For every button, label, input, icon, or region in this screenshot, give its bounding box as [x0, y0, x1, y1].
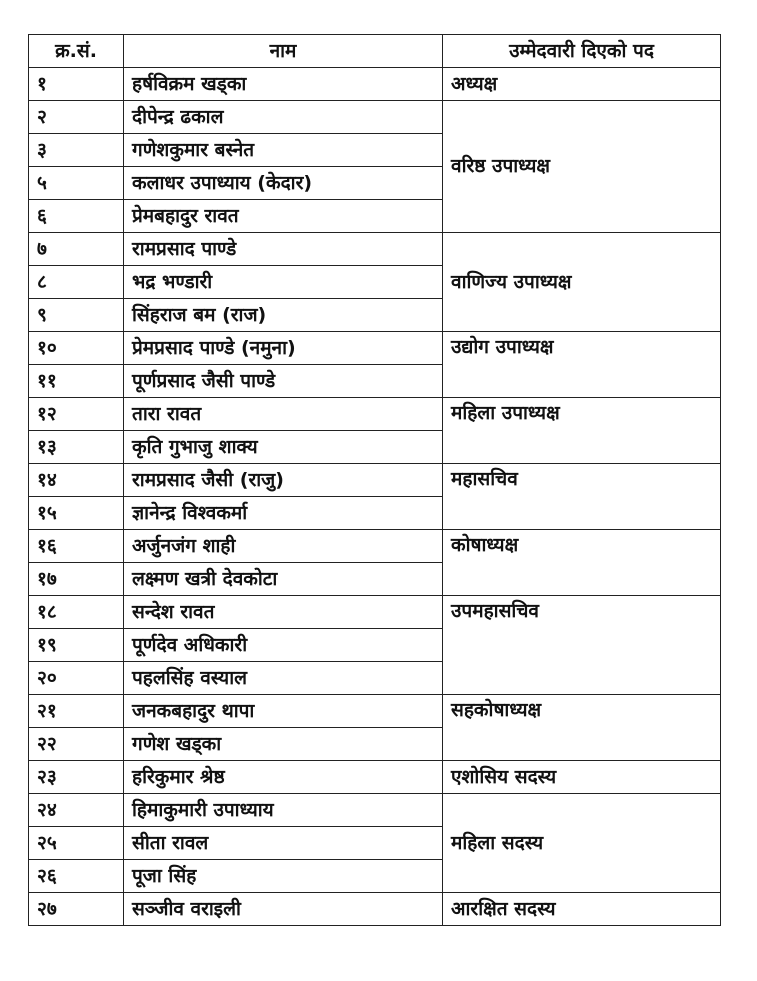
- candidate-name-cell: लक्ष्मण खत्री देवकोटा: [124, 563, 443, 596]
- table-row: [29, 893, 721, 926]
- position-cell: उद्योग उपाध्यक्ष: [443, 332, 721, 398]
- candidate-name-cell: गणेशकुमार बस्नेत: [124, 134, 443, 167]
- table-row: [29, 233, 721, 266]
- candidate-name-cell: हिमाकुमारी उपाध्याय: [124, 794, 443, 827]
- serial-number-cell: १६: [29, 530, 124, 563]
- serial-number-cell: १४: [29, 464, 124, 497]
- candidate-name-cell: हर्षविक्रम खड्का: [124, 68, 443, 101]
- serial-number-cell: ७: [29, 233, 124, 266]
- serial-number-cell: ११: [29, 365, 124, 398]
- position-cell: अध्यक्ष: [443, 68, 721, 101]
- header-name: नाम: [124, 35, 443, 68]
- serial-number-cell: २४: [29, 794, 124, 827]
- position-cell: वरिष्ठ उपाध्यक्ष: [443, 101, 721, 233]
- candidate-name-cell: ज्ञानेन्द्र विश्वकर्मा: [124, 497, 443, 530]
- candidate-name-cell: सन्देश रावत: [124, 596, 443, 629]
- candidate-name-cell: प्रेमबहादुर रावत: [124, 200, 443, 233]
- serial-number-cell: २३: [29, 761, 124, 794]
- candidate-name-cell: भद्र भण्डारी: [124, 266, 443, 299]
- position-cell: महिला सदस्य: [443, 794, 721, 893]
- position-cell: सहकोषाध्यक्ष: [443, 695, 721, 761]
- candidate-name-cell: दीपेन्द्र ढकाल: [124, 101, 443, 134]
- candidate-name-cell: प्रेमप्रसाद पाण्डे (नमुना): [124, 332, 443, 365]
- serial-number-cell: १: [29, 68, 124, 101]
- serial-number-cell: २६: [29, 860, 124, 893]
- position-cell: एशोसिय सदस्य: [443, 761, 721, 794]
- serial-number-cell: २०: [29, 662, 124, 695]
- serial-number-cell: १७: [29, 563, 124, 596]
- candidate-name-cell: अर्जुनजंग शाही: [124, 530, 443, 563]
- position-cell: वाणिज्य उपाध्यक्ष: [443, 233, 721, 332]
- serial-number-cell: १८: [29, 596, 124, 629]
- table-row: [29, 596, 721, 629]
- candidate-name-cell: कृति गुभाजु शाक्य: [124, 431, 443, 464]
- header-position: उम्मेदवारी दिएको पद: [443, 35, 721, 68]
- table-row: [29, 695, 721, 728]
- candidate-name-cell: पूजा सिंह: [124, 860, 443, 893]
- table-row: [29, 101, 721, 134]
- candidate-table: [28, 34, 721, 926]
- table-row: [29, 761, 721, 794]
- candidate-name-cell: पूर्णदेव अधिकारी: [124, 629, 443, 662]
- serial-number-cell: २: [29, 101, 124, 134]
- serial-number-cell: १३: [29, 431, 124, 464]
- serial-number-cell: २७: [29, 893, 124, 926]
- table-row: [29, 530, 721, 563]
- serial-number-cell: ३: [29, 134, 124, 167]
- serial-number-cell: १९: [29, 629, 124, 662]
- table-row: [29, 398, 721, 431]
- candidate-name-cell: तारा रावत: [124, 398, 443, 431]
- table-row: [29, 794, 721, 827]
- position-cell: महासचिव: [443, 464, 721, 530]
- serial-number-cell: ५: [29, 167, 124, 200]
- header-serial-number: क्र.सं.: [29, 35, 124, 68]
- position-cell: आरक्षित सदस्य: [443, 893, 721, 926]
- serial-number-cell: १२: [29, 398, 124, 431]
- candidate-name-cell: रामप्रसाद जैसी (राजु): [124, 464, 443, 497]
- candidate-name-cell: हरिकुमार श्रेष्ठ: [124, 761, 443, 794]
- serial-number-cell: १०: [29, 332, 124, 365]
- serial-number-cell: ९: [29, 299, 124, 332]
- serial-number-cell: २५: [29, 827, 124, 860]
- candidate-name-cell: रामप्रसाद पाण्डे: [124, 233, 443, 266]
- serial-number-cell: २१: [29, 695, 124, 728]
- table-row: [29, 464, 721, 497]
- serial-number-cell: २२: [29, 728, 124, 761]
- candidate-name-cell: कलाधर उपाध्याय (केदार): [124, 167, 443, 200]
- header-row: [29, 35, 721, 68]
- candidate-name-cell: गणेश खड्का: [124, 728, 443, 761]
- candidate-name-cell: पहलसिंह वस्याल: [124, 662, 443, 695]
- candidate-name-cell: पूर्णप्रसाद जैसी पाण्डे: [124, 365, 443, 398]
- serial-number-cell: ६: [29, 200, 124, 233]
- candidate-name-cell: जनकबहादुर थापा: [124, 695, 443, 728]
- table-row: [29, 68, 721, 101]
- position-cell: उपमहासचिव: [443, 596, 721, 695]
- table-row: [29, 332, 721, 365]
- position-cell: महिला उपाध्यक्ष: [443, 398, 721, 464]
- candidate-name-cell: सीता रावल: [124, 827, 443, 860]
- position-cell: कोषाध्यक्ष: [443, 530, 721, 596]
- serial-number-cell: ८: [29, 266, 124, 299]
- candidate-name-cell: सञ्जीव वराइली: [124, 893, 443, 926]
- candidate-name-cell: सिंहराज बम (राज): [124, 299, 443, 332]
- serial-number-cell: १५: [29, 497, 124, 530]
